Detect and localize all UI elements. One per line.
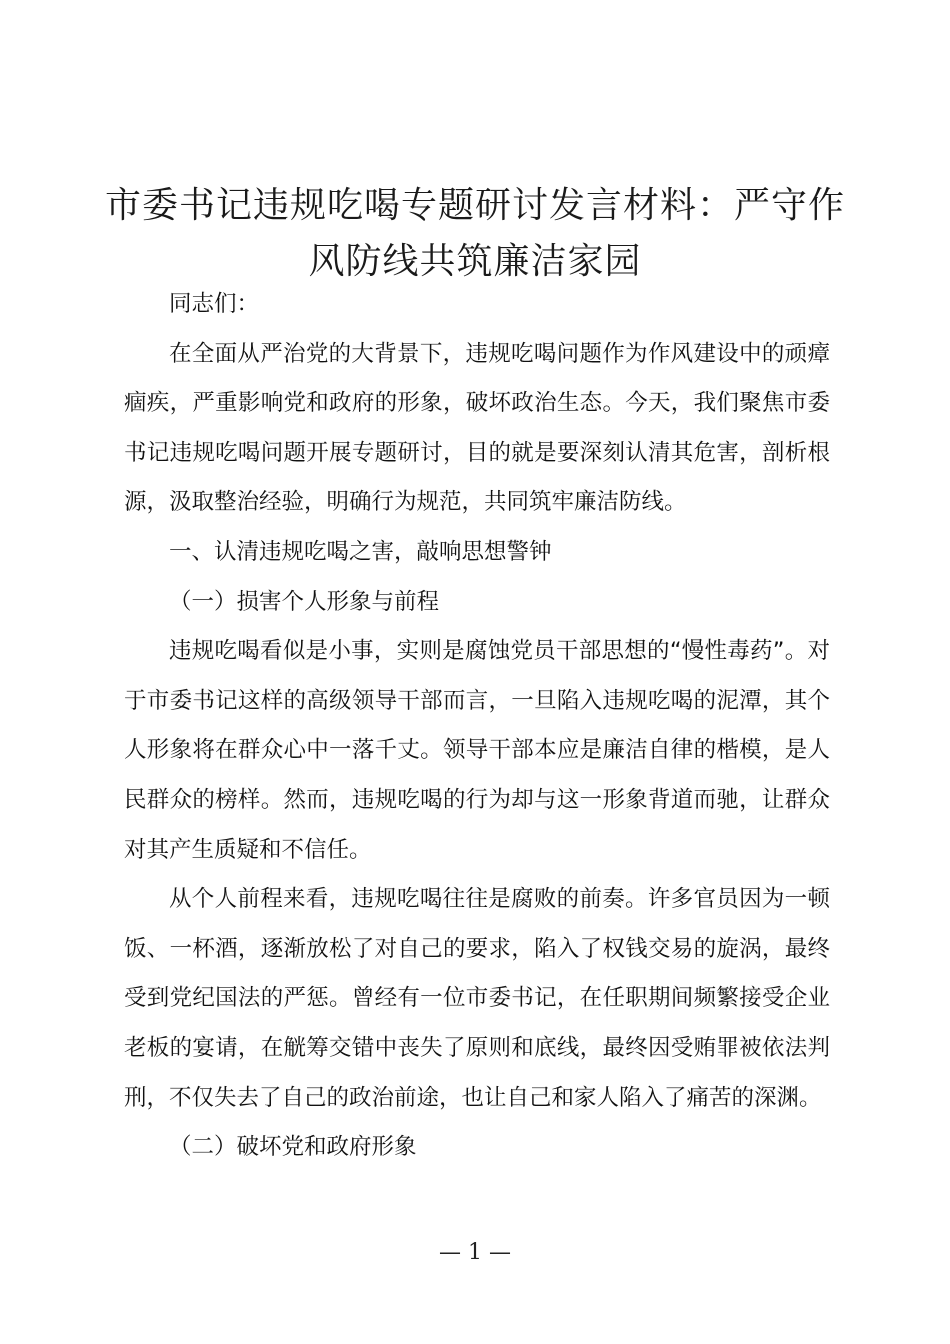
body-paragraph: 违规吃喝看似是小事，实则是腐蚀党员干部思想的“慢性毒药”。对于市委书记这样的高级领导干部而言，一旦陷入违规吃喝的泥潭，其个人形象将在群众心中一落千丈。领导干部本应是廉洁自律的楷模，是人民群众的榜样。然而，违规吃喝的行为却与这一形象背道而驰，让群众对其产生质疑和不信任。 [124, 638, 830, 863]
body-paragraph: 从个人前程来看，违规吃喝往往是腐败的前奏。许多官员因为一顿饭、一杯酒，逐渐放松了对自己的要求，陷入了权钱交易的旋涡，最终受到党纪国法的严惩。曾经有一位市委书记，在任职期间频繁接受企业老板的宴请，在觥筹交错中丧失了原则和底线，最终因受贿罪被依法判刑，不仅失去了自己的政治前途，也让自己和家人陷入了痛苦的深渊。 [124, 886, 830, 1111]
document-title: 市委书记违规吃喝专题研讨发言材料：严守作风防线共筑廉洁家园 [104, 185, 845, 282]
subsection-heading-2: （二）破坏党和政府形象 [169, 1134, 417, 1161]
salutation-paragraph: 同志们： [169, 291, 260, 317]
subsection-heading-1: （一）损害个人形象与前程 [169, 588, 440, 615]
page-number: — 1 — [439, 1240, 511, 1265]
document-body [124, 280, 830, 1173]
intro-paragraph: 在全面从严治党的大背景下，违规吃喝问题作为作风建设中的顽瘴痼疾，严重影响党和政府的形象，破坏政治生态。今天，我们聚焦市委书记违规吃喝问题开展专题研讨，目的就是要深刻认清其危害，剖析根源，汲取整治经验，明确行为规范，共同筑牢廉洁防线。 [124, 340, 830, 516]
section-heading-1: 一、认清违规吃喝之害，敲响思想警钟 [169, 538, 552, 565]
